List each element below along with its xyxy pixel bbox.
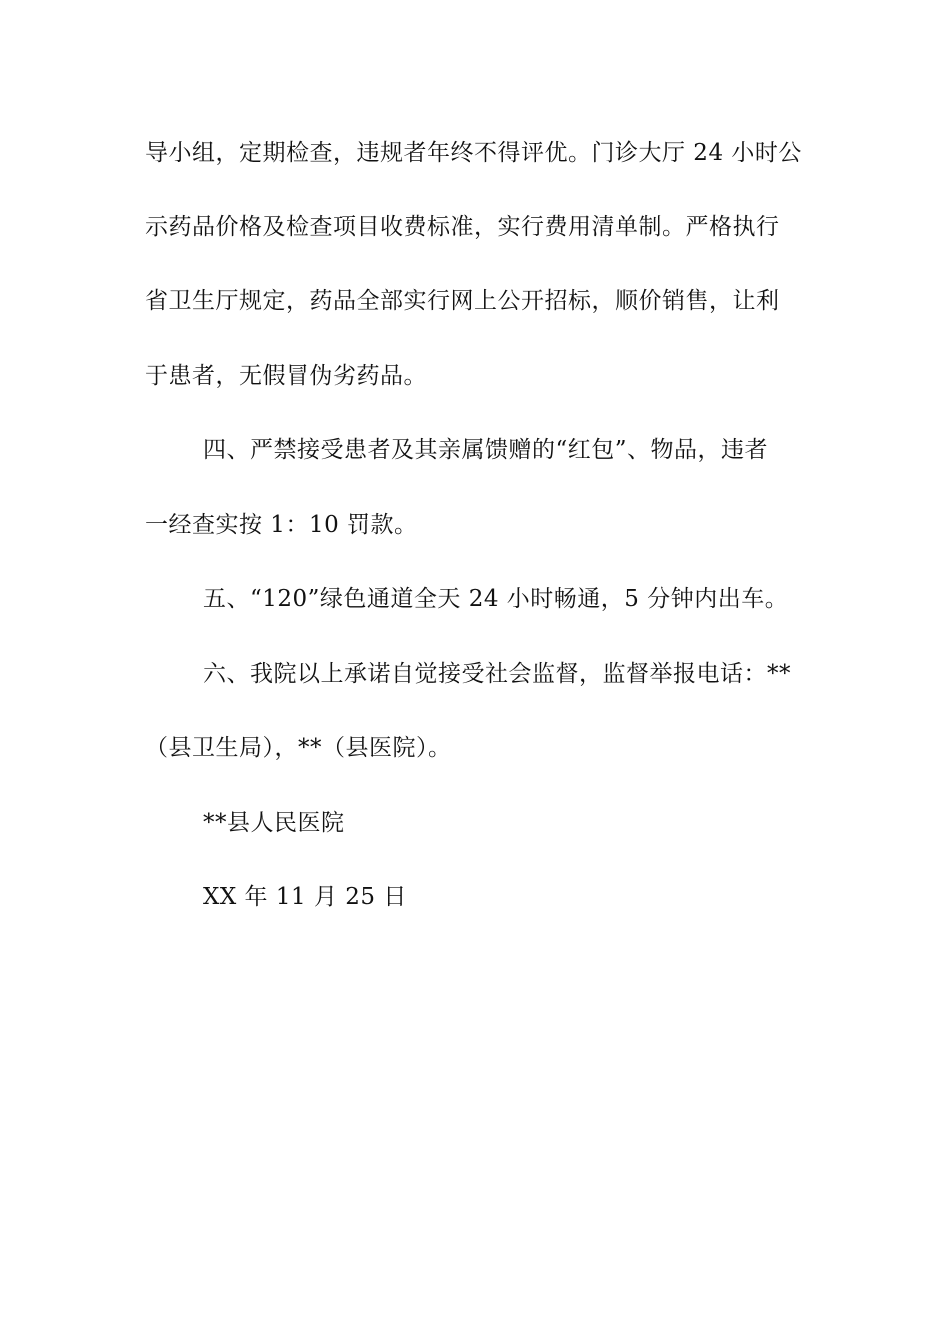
signature-date: XX 年 11 月 25 日 (203, 884, 407, 910)
paragraph-3-line-3: 省卫生厅规定，药品全部实行网上公开招标，顺价销售，让利 (145, 288, 780, 314)
paragraph-6-line-1: 六、我院以上承诺自觉接受社会监督，监督举报电话：** (203, 661, 791, 687)
paragraph-4-line-1: 四、严禁接受患者及其亲属馈赠的“红包”、物品，违者 (203, 437, 769, 463)
signature-organization: **县人民医院 (203, 810, 345, 836)
paragraph-3-line-4: 于患者，无假冒伪劣药品。 (145, 363, 427, 389)
paragraph-3-line-1: 导小组，定期检查，违规者年终不得评优。门诊大厅 24 小时公 (145, 140, 802, 166)
paragraph-3-line-2: 示药品价格及检查项目收费标准，实行费用清单制。严格执行 (145, 214, 780, 240)
paragraph-4-line-2: 一经查实按 1：10 罚款。 (145, 512, 418, 538)
paragraph-6-line-2: （县卫生局），**（县医院）。 (145, 735, 452, 761)
paragraph-5: 五、“120”绿色通道全天 24 小时畅通，5 分钟内出车。 (203, 586, 789, 612)
